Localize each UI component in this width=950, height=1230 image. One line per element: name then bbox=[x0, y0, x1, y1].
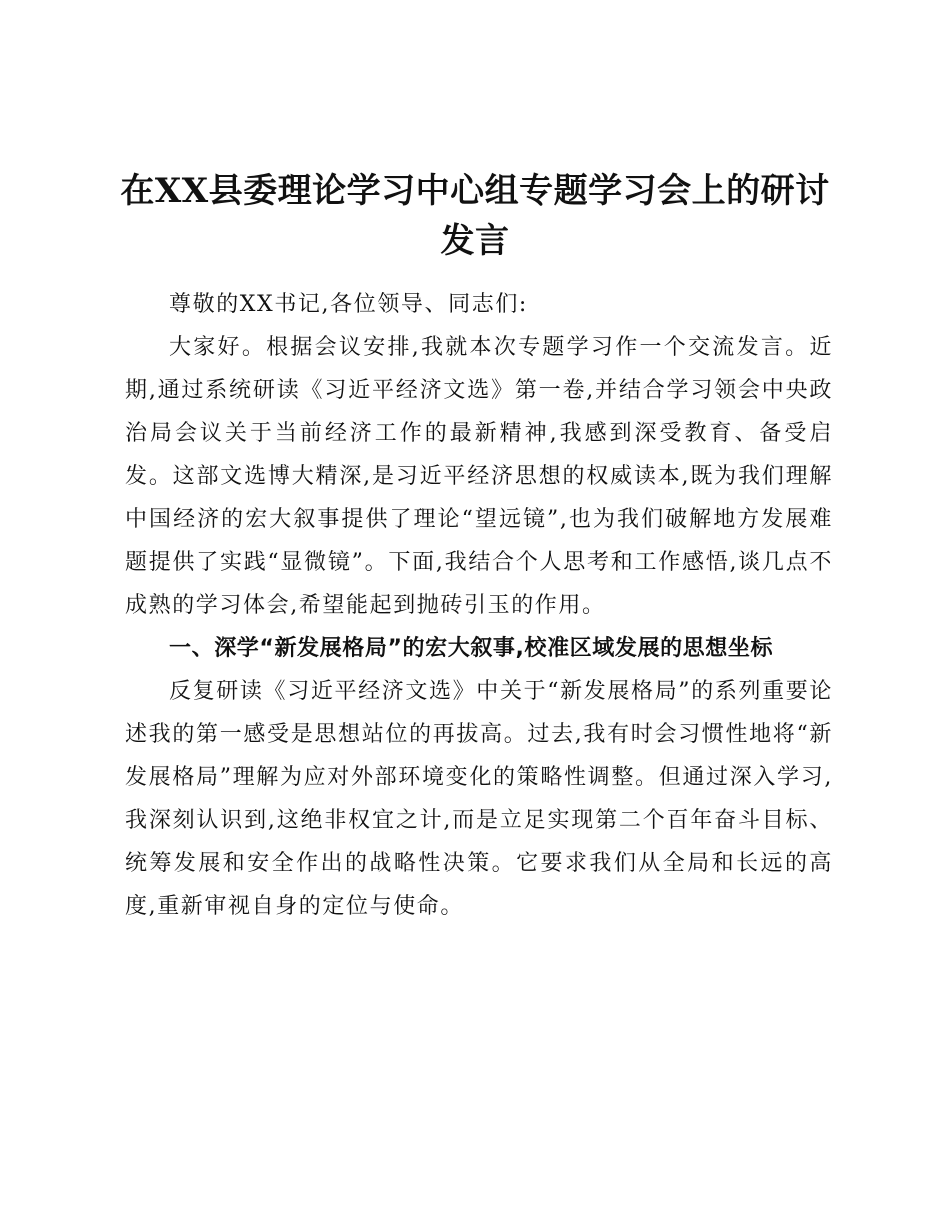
document-title: 在XX县委理论学习中心组专题学习会上的研讨发言 bbox=[120, 171, 830, 261]
opening-paragraph: 大家好。根据会议安排,我就本次专题学习作一个交流发言。近期,通过系统研读《习近平经济文选》第一卷,并结合学习领会中央政治局会议关于当前经济工作的最新精神,我感到深受教育、备受启发。这部文选博大精深,是习近平经济思想的权威读本,既为我们理解中国经济的宏大叙事提供了理论“望远镜”,也为我们破解地方发展难题提供了实践“显微镜”。下面,我结合个人思考和工作感悟,谈几点不成熟的学习体会,希望能起到抛砖引玉的作用。 bbox=[125, 335, 833, 618]
body-paragraph: 反复研读《习近平经济文选》中关于“新发展格局”的系列重要论述我的第一感受是思想站位的再拔高。过去,我有时会习惯性地将“新发展格局”理解为应对外部环境变化的策略性调整。但通过深入学习,我深刻认识到,这绝非权宜之计,而是立足实现第二个百年奋斗目标、统筹发展和安全作出的战略性决策。它要求我们从全局和长远的高度,重新审视自身的定位与使命。 bbox=[125, 679, 833, 919]
section-heading: 一、深学“新发展格局”的宏大叙事,校准区域发展的思想坐标 bbox=[169, 636, 774, 661]
document-body bbox=[125, 283, 833, 928]
salutation-paragraph: 尊敬的XX书记,各位领导、同志们: bbox=[169, 292, 528, 317]
